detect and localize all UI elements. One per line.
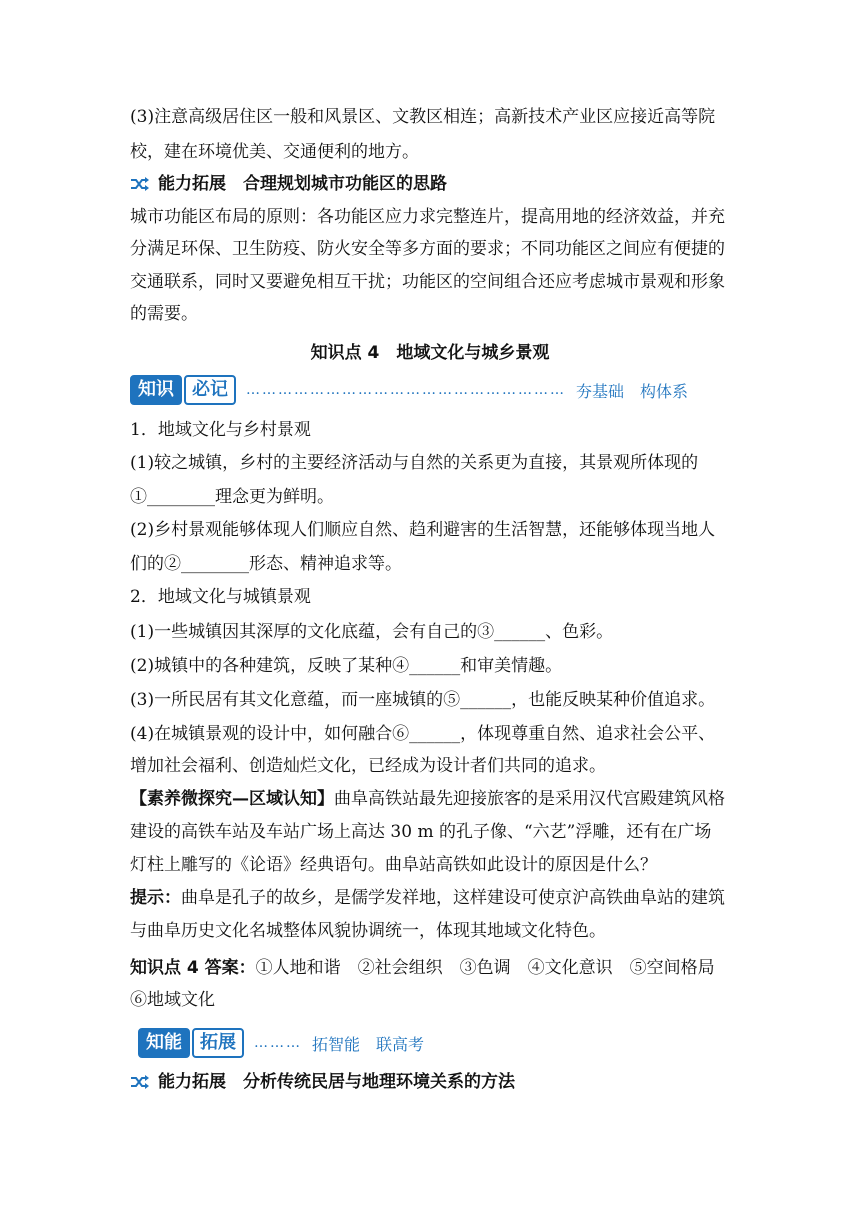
paragraph-line: 知识点 4 答案：①人地和谐 ②社会组织 ③色调 ④文化意识 ⑤空间格局 [130,958,715,978]
badge-left: 知识 [130,375,182,405]
answers-label: 知识点 4 答案： [130,958,256,978]
paragraph-line: (4)在城镇景观的设计中，如何融合⑥______，体现尊重自然、追求社会公平、 [130,724,716,744]
badge-right: 必记 [184,375,236,405]
badge-right: 拓展 [192,1028,244,1058]
paragraph-line: 们的②________形态、精神追求等。 [130,554,402,574]
ability-label: 能力拓展 [158,174,226,194]
explore-tag: 【素养微探究—区域认知】 [130,789,334,809]
paragraph-line: ⑥地域文化 [130,990,215,1010]
ability-title: 合理规划城市功能区的思路 [243,174,447,194]
paragraph-line: 【素养微探究—区域认知】曲阜高铁站最先迎接旅客的是采用汉代宫殿建筑风格 [130,789,725,809]
paragraph-line: 城市功能区布局的原则：各功能区应力求完整连片，提高用地的经济效益，并充 [130,207,725,227]
paragraph-line: 与曲阜历史文化名城整体风貌协调统一，体现其地域文化特色。 [130,921,606,941]
paragraph-line: 建设的高铁车站及车站广场上高达 30 m 的孔子像、“六艺”浮雕，还有在广场 [130,822,712,842]
paragraph-line: 的需要。 [130,304,198,324]
paragraph-line: 1．地域文化与乡村景观 [130,420,311,440]
paragraph-line: 增加社会福利、创造灿烂文化，已经成为设计者们共同的追求。 [130,756,606,776]
badge-subtitle: 夯基础 构体系 [576,381,689,401]
paragraph-line: (3)注意高级居住区一般和风景区、文教区相连；高新技术产业区应接近高等院 [130,107,716,127]
badge-dots: …………………………………………………… [246,382,566,398]
paragraph-line: ①________理念更为鲜明。 [130,487,334,507]
shuffle-arrows-icon [130,1074,150,1090]
badge-left: 知能 [138,1028,190,1058]
paragraph-line: (2)城镇中的各种建筑，反映了某种④______和审美情趣。 [130,656,563,676]
paragraph-line: (2)乡村景观能够体现人们顺应自然、趋利避害的生活智慧，还能够体现当地人 [130,520,716,540]
shuffle-arrows-icon [130,176,150,192]
ability-label: 能力拓展 [158,1072,226,1092]
paragraph-line: (1)一些城镇因其深厚的文化底蕴，会有自己的③______、色彩。 [130,622,614,642]
paragraph-line: 校，建在环境优美、交通便利的地方。 [130,142,419,162]
knowledge-badge [130,375,688,405]
paragraph-line: (1)较之城镇，乡村的主要经济活动与自然的关系更为直接，其景观所体现的 [130,453,699,473]
paragraph-line: 2．地域文化与城镇景观 [130,587,311,607]
ability-heading [130,1070,515,1094]
badge-dots: ……… [254,1035,302,1051]
paragraph-line: 交通联系，同时又要避免相互干扰；功能区的空间组合还应考虑城市景观和形象 [130,272,725,292]
section-heading: 知识点 4 地域文化与城乡景观 [310,343,550,363]
ability-title: 分析传统民居与地理环境关系的方法 [243,1072,515,1092]
hint-label: 提示： [130,888,181,908]
badge-subtitle: 拓智能 联高考 [312,1034,425,1054]
paragraph-line: (3)一所民居有其文化意蕴，而一座城镇的⑤______，也能反映某种价值追求。 [130,690,716,710]
paragraph-line: 灯柱上雕写的《论语》经典语句。曲阜站高铁如此设计的原因是什么？ [130,855,657,875]
extend-badge [138,1028,424,1058]
ability-heading [130,172,447,196]
paragraph-line: 提示：曲阜是孔子的故乡，是儒学发祥地，这样建设可使京沪高铁曲阜站的建筑 [130,888,725,908]
paragraph-line: 分满足环保、卫生防疫、防火安全等多方面的要求；不同功能区之间应有便捷的 [130,239,725,259]
